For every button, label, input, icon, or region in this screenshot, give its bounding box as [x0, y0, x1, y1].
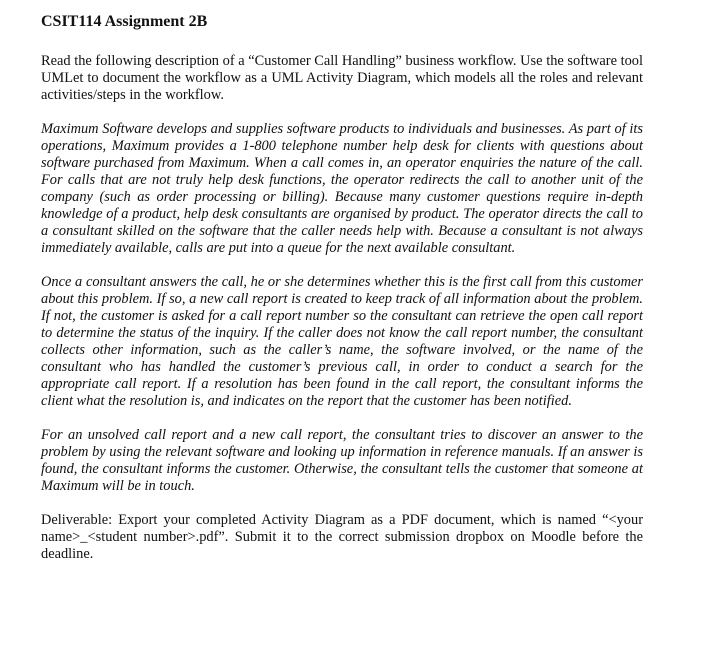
deliverable-paragraph: Deliverable: Export your completed Activity Diagram as a PDF document, which is named “<your name>_<student number>.pdf”. Submit it to the correct submission dropbox on Moodle before the deadline.: [41, 512, 643, 562]
scenario-paragraph-3: For an unsolved call report and a new call report, the consultant tries to discover an answer to the problem by using the relevant software and looking up information in reference manuals. If an answer is found, the consultant informs the customer. Otherwise, the consultant tells the customer that someone at Maximum will be in touch.: [41, 427, 643, 494]
intro-paragraph: Read the following description of a “Customer Call Handling” business workflow. Use the software tool UMLet to document the workflow as a UML Activity Diagram, which models all the roles and relevant activities/steps in the workflow.: [41, 53, 643, 103]
document-title: CSIT114 Assignment 2B: [41, 13, 208, 30]
scenario-paragraph-1: Maximum Software develops and supplies software products to individuals and businesses. As part of its operations, Maximum provides a 1-800 telephone number help desk for clients with questions about software purchased from Maximum. When a call comes in, an operator enquiries the nature of the call. For calls that are not truly help desk functions, the operator redirects the call to another unit of the company (such as order processing or billing). Because many customer questions require in-depth knowledge of a product, help desk consultants are organised by product. The operator directs the call to a consultant skilled on the software that the caller needs help with. Because a consultant is not always immediately available, calls are put into a queue for the next available consultant.: [41, 121, 643, 256]
assignment-document: [41, 12, 643, 563]
scenario-paragraph-2: Once a consultant answers the call, he or she determines whether this is the first call from this customer about this problem. If so, a new call report is created to keep track of all information about the problem. If not, the customer is asked for a call report number so the consultant can retrieve the open call report to determine the status of the inquiry. If the caller does not know the call report number, the consultant collects other information, such as the caller’s name, the software involved, or the name of the consultant who has handled the customer’s previous call, in order to conduct a search for the appropriate call report. If a resolution has been found in the call report, the consultant informs the client what the resolution is, and indicates on the report that the customer has been notified.: [41, 274, 643, 409]
